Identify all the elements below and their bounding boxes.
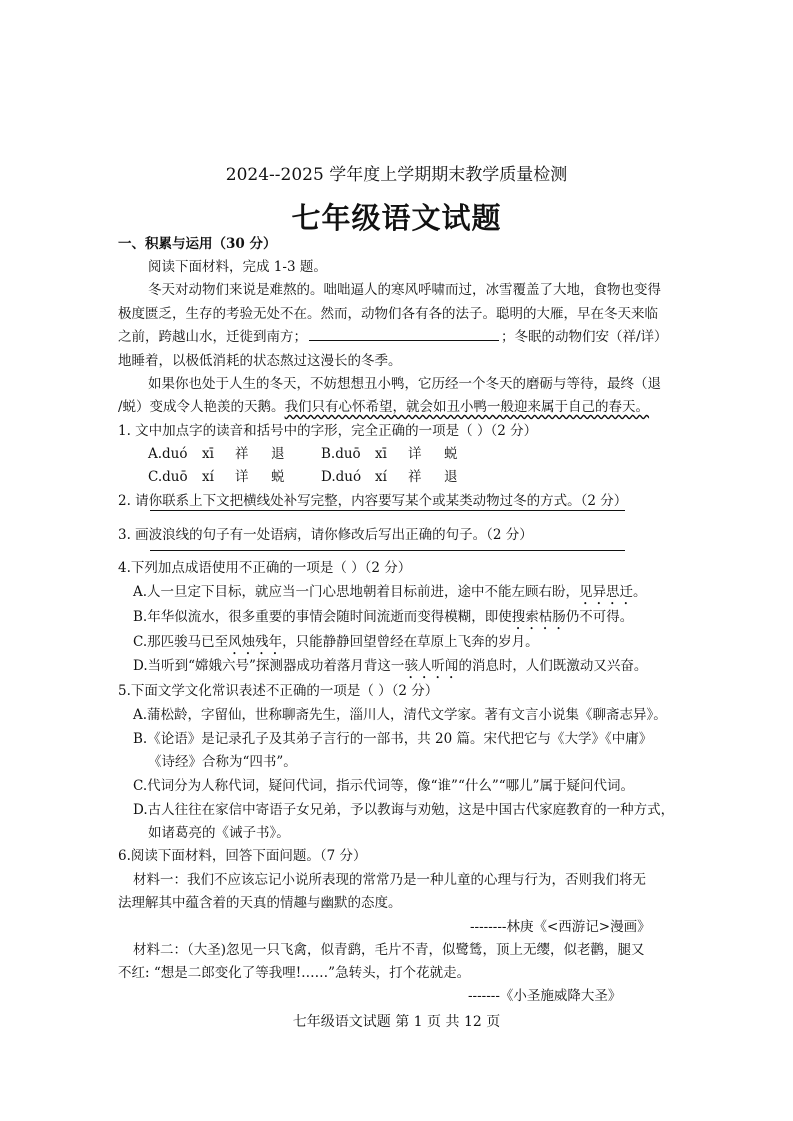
option-d-text: D.当听到“嫦娥六号”探测器成功着落月背这一 xyxy=(133,658,405,674)
question-5-option-a: A.蒲松龄，字留仙，世称聊斋先生，淄川人，清代文学家。著有文言小说集《聊斋志异》。 xyxy=(133,707,667,723)
question-5-option-c: C.代词分为人称代词，疑问代词，指示代词等，像“谁”“什么”“哪儿”属于疑问代词。 xyxy=(133,778,635,794)
question-2-stem: 2. 请你联系上下文把横线处补写完整，内容要写某个或某类动物过冬的方式。（2 分） xyxy=(118,493,628,509)
passage-line-4: 地睡着，以极低消耗的状态熬过这漫长的冬季。 xyxy=(118,353,402,369)
passage-line-6 xyxy=(118,397,649,417)
question-4-stem: 4.下列加点成语使用不正确的一项是（ ）（2 分） xyxy=(118,560,412,576)
question-5-option-b-line-2: 《诗经》合称为“四书”。 xyxy=(148,754,297,770)
option-c-char-1: 详 xyxy=(235,469,249,485)
passage-line-3-start: 之前，跨越山水，迁徙到南方； xyxy=(118,329,307,345)
option-d-idiom: 骇人听闻 xyxy=(404,658,459,674)
wavy-underlined-sentence: 我们只有心怀希望，就会如丑小鸭一般迎来属于自己的春天。 xyxy=(284,399,650,415)
question-5-stem: 5.下面文学文化常识表述不正确的一项是（ ）（2 分） xyxy=(118,683,439,699)
question-4-option-a xyxy=(133,582,647,608)
option-b-pinyin-2: xī xyxy=(375,446,387,462)
option-c-pinyin-2: xí xyxy=(202,469,214,485)
section-heading: 一、积累与运用（30 分） xyxy=(118,236,277,252)
question-1-stem: 1. 文中加点字的读音和括号中的字形，完全正确的一项是（ ）（2 分） xyxy=(118,423,538,439)
question-1-option-a xyxy=(148,444,474,464)
passage-line-6-start: /蜕）变成令人艳羡的天鹅。 xyxy=(118,399,285,415)
option-b-text: B.年华似流水，很多重要的事情会随时间流逝而变得模糊，即使 xyxy=(133,609,512,625)
passage-line-5: 如果你也处于人生的冬天，不妨想想丑小鸭，它历经一个冬天的磨砺与等待，最终（退 xyxy=(148,376,661,392)
material-2-source: -------《小圣施威降大圣》 xyxy=(468,988,622,1004)
question-5-option-b-line-1: B.《论语》是记录孔子及其弟子言行的一部书，共 20 篇。宋代把它与《大学》《中庸》 xyxy=(133,731,653,747)
section-instruction: 阅读下面材料，完成 1-3 题。 xyxy=(148,259,327,275)
option-d-pinyin-2: xí xyxy=(375,469,387,485)
option-a-char-2: 退 xyxy=(271,446,285,462)
option-d-end: 的消息时，人们既激动又兴奋。 xyxy=(458,658,648,674)
subject-title: 七年级语文试题 xyxy=(291,201,502,235)
option-a-pinyin-1: A.duó xyxy=(148,446,188,462)
option-c-end: ，只能静静回望曾经在草原上飞奔的岁月。 xyxy=(282,634,539,650)
question-3-answer-line[interactable] xyxy=(150,550,625,551)
option-c-char-2: 蜕 xyxy=(271,469,285,485)
exam-title: 2024--2025 学年度上学期期末教学质量检测 xyxy=(225,165,568,185)
option-b-char-1: 详 xyxy=(408,446,422,462)
option-b-idiom: 搜索枯肠 xyxy=(511,609,566,625)
question-6-stem: 6.阅读下面材料，回答下面问题。（7 分） xyxy=(118,848,367,864)
question-3-stem: 3. 画波浪线的句子有一处语病，请你修改后写出正确的句子。（2 分） xyxy=(118,527,533,543)
option-d-pinyin-1: D.duó xyxy=(321,469,362,485)
passage-line-3-end: ；冬眠的动物们安（祥/详） xyxy=(501,329,668,345)
question-5-option-d-line-1: D.古人往往在家信中寄语子女兄弟，予以教诲与劝勉，这是中国古代家庭教育的一种方式， xyxy=(133,802,675,818)
option-a-text: A.人一旦定下目标，就应当一门心思地朝着目标前进，途中不能左顾右盼， xyxy=(133,584,580,600)
passage-line-1: 冬天对动物们来说是难熬的。咄咄逼人的寒风呼啸而过，冰雪覆盖了大地，食物也变得 xyxy=(148,282,661,298)
material-1-line-2: 法理解其中蕴含着的天真的情趣与幽默的态度。 xyxy=(118,895,402,911)
passage-line-2: 极度匮乏，生存的考验无处不在。然而，动物们各有各的法子。聪明的大雁，早在冬天来临 xyxy=(118,306,658,322)
option-d-char-1: 祥 xyxy=(408,469,422,485)
material-1-source: --------林庚《<西游记>漫画》 xyxy=(470,919,651,935)
option-c-pinyin-1: C.duō xyxy=(148,469,188,485)
option-a-pinyin-2: xī xyxy=(202,446,214,462)
question-4-option-b xyxy=(133,607,633,633)
option-a-end: 。 xyxy=(633,584,647,600)
material-2-line-2: 不红: “想是二郎变化了等我哩!……”急转头，打个花就走。 xyxy=(118,965,471,981)
question-4-option-d xyxy=(133,656,647,682)
material-1-line-1: 材料一：我们不应该忘记小说所表现的常常乃是一种儿童的心理与行为，否则我们将无 xyxy=(133,872,646,888)
option-c-text: C.那匹骏马已至 xyxy=(133,634,229,650)
question-4-option-c xyxy=(133,632,539,658)
option-a-char-1: 祥 xyxy=(235,446,249,462)
question-2-answer-line[interactable] xyxy=(150,510,625,511)
question-5-option-d-line-2: 如诸葛亮的《诫子书》。 xyxy=(148,825,290,841)
question-1-option-c xyxy=(148,467,474,487)
option-b-char-2: 蜕 xyxy=(444,446,458,462)
fill-in-blank[interactable] xyxy=(309,327,499,341)
page-footer: 七年级语文试题 第 1 页 共 12 页 xyxy=(292,1014,501,1030)
passage-line-3 xyxy=(118,327,668,347)
option-b-pinyin-1: B.duō xyxy=(321,446,361,462)
option-a-idiom: 见异思迁 xyxy=(579,584,634,600)
option-d-char-2: 退 xyxy=(444,469,458,485)
option-c-idiom: 风烛残年 xyxy=(228,634,283,650)
material-2-line-1: 材料二：（大圣)忽见一只飞禽，似青鹞，毛片不青，似鹭鸶，顶上无缨，似老鹳，腿又 xyxy=(133,942,645,958)
option-b-end: 仍不可得。 xyxy=(565,609,634,625)
